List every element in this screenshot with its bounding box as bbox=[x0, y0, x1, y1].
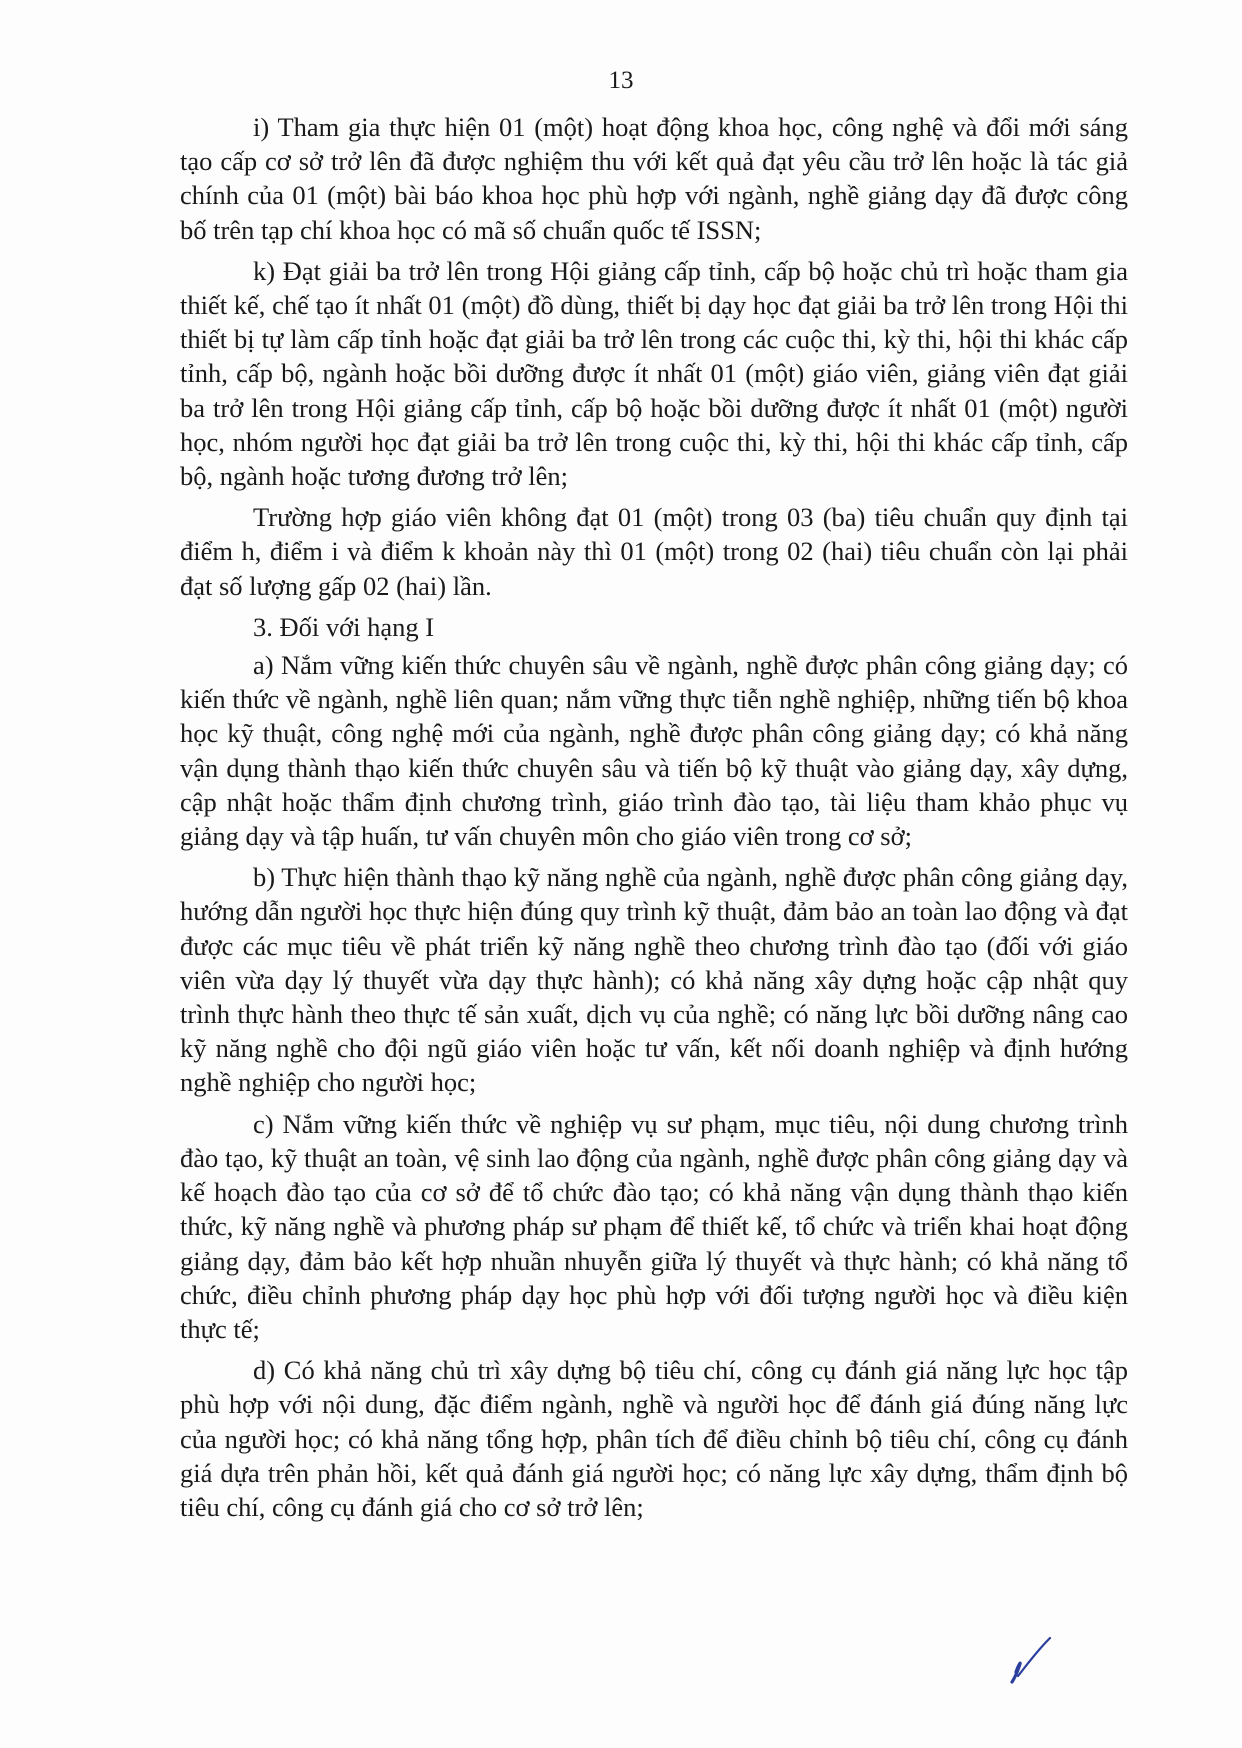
paragraph-exception-case: Trường hợp giáo viên không đạt 01 (một) trong 03 (ba) tiêu chuẩn quy định tại điểm h, điểm i và điểm k khoản này thì 01 (một) trong 02 (hai) tiêu chuẩn còn lại phải đạt số lượng gấp 02 (hai) lần. bbox=[180, 502, 1128, 601]
paragraph-item-i: i) Tham gia thực hiện 01 (một) hoạt động khoa học, công nghệ và đổi mới sáng tạo cấp cơ sở trở lên đã được nghiệm thu với kết quả đạt yêu cầu trở lên hoặc là tác giả chính của 01 (một) bài báo khoa học phù hợp với ngành, nghề giảng dạy đã được công bố trên tạp chí khoa học có mã số chuẩn quốc tế ISSN; bbox=[180, 112, 1128, 245]
document-body bbox=[180, 110, 1128, 1531]
page-number: 13 bbox=[608, 67, 634, 94]
paragraph-item-b: b) Thực hiện thành thạo kỹ năng nghề của ngành, nghề được phân công giảng dạy, hướng dẫn người học thực hiện đúng quy trình kỹ thuật, đảm bảo an toàn lao động và đạt được các mục tiêu về phát triển kỹ năng nghề theo chương trình đào tạo (đối với giáo viên vừa dạy lý thuyết vừa dạy thực hành); có khả năng xây dựng hoặc cập nhật quy trình thực hành theo thực tế sản xuất, dịch vụ của nghề; có năng lực bồi dưỡng nâng cao kỹ năng nghề cho đội ngũ giáo viên hoặc tư vấn, kết nối doanh nghiệp và định hướng nghề nghiệp cho người học; bbox=[180, 862, 1128, 1098]
signature-initial-icon bbox=[1008, 1636, 1054, 1686]
paragraph-item-k: k) Đạt giải ba trở lên trong Hội giảng cấp tỉnh, cấp bộ hoặc chủ trì hoặc tham gia thiết kế, chế tạo ít nhất 01 (một) đồ dùng, thiết bị dạy học đạt giải ba trở lên trong Hội thi thiết bị tự làm cấp tỉnh hoặc đạt giải ba trở lên trong các cuộc thi, kỳ thi, hội thi khác cấp tỉnh, cấp bộ, ngành hoặc bồi dưỡng được ít nhất 01 (một) giáo viên, giảng viên đạt giải ba trở lên trong Hội giảng cấp tỉnh, cấp bộ hoặc bồi dưỡng được ít nhất 01 (một) người học, nhóm người học đạt giải ba trở lên trong cuộc thi, kỳ thi, hội thi khác cấp tỉnh, cấp bộ, ngành hoặc tương đương trở lên; bbox=[180, 255, 1128, 492]
paragraph-item-d: d) Có khả năng chủ trì xây dựng bộ tiêu chí, công cụ đánh giá năng lực học tập phù hợp với nội dung, đặc điểm ngành, nghề và người học để đánh giá đúng năng lực của người học; có khả năng tổng hợp, phân tích để điều chỉnh bộ tiêu chí, công cụ đánh giá dựa trên phản hồi, kết quả đánh giá người học; có năng lực xây dựng, thẩm định bộ tiêu chí, công cụ đánh giá cho cơ sở trở lên; bbox=[180, 1355, 1128, 1522]
section-heading-rank-i: 3. Đối với hạng I bbox=[253, 611, 435, 642]
paragraph-item-a: a) Nắm vững kiến thức chuyên sâu về ngành, nghề được phân công giảng dạy; có kiến thức về ngành, nghề liên quan; nắm vững thực tiễn nghề nghiệp, những tiến bộ khoa học kỹ thuật, công nghệ mới của ngành, nghề được phân công giảng dạy; có khả năng vận dụng thành thạo kiến thức chuyên sâu và tiến bộ kỹ thuật vào giảng dạy, xây dựng, cập nhật hoặc thẩm định chương trình, giáo trình đào tạo, tài liệu tham khảo phục vụ giảng dạy và tập huấn, tư vấn chuyên môn cho giáo viên trong cơ sở; bbox=[180, 650, 1128, 852]
paragraph-item-c: c) Nắm vững kiến thức về nghiệp vụ sư phạm, mục tiêu, nội dung chương trình đào tạo, kỹ thuật an toàn, vệ sinh lao động của ngành, nghề được phân công giảng dạy và kế hoạch đào tạo của cơ sở để tổ chức đào tạo; có khả năng vận dụng thành thạo kiến thức, kỹ năng nghề và phương pháp sư phạm để thiết kế, tổ chức và triển khai hoạt động giảng dạy, đảm bảo kết hợp nhuần nhuyễn giữa lý thuyết và thực hành; có khả năng tổ chức, điều chỉnh phương pháp dạy học phù hợp với đối tượng người học và điều kiện thực tế; bbox=[180, 1108, 1128, 1344]
